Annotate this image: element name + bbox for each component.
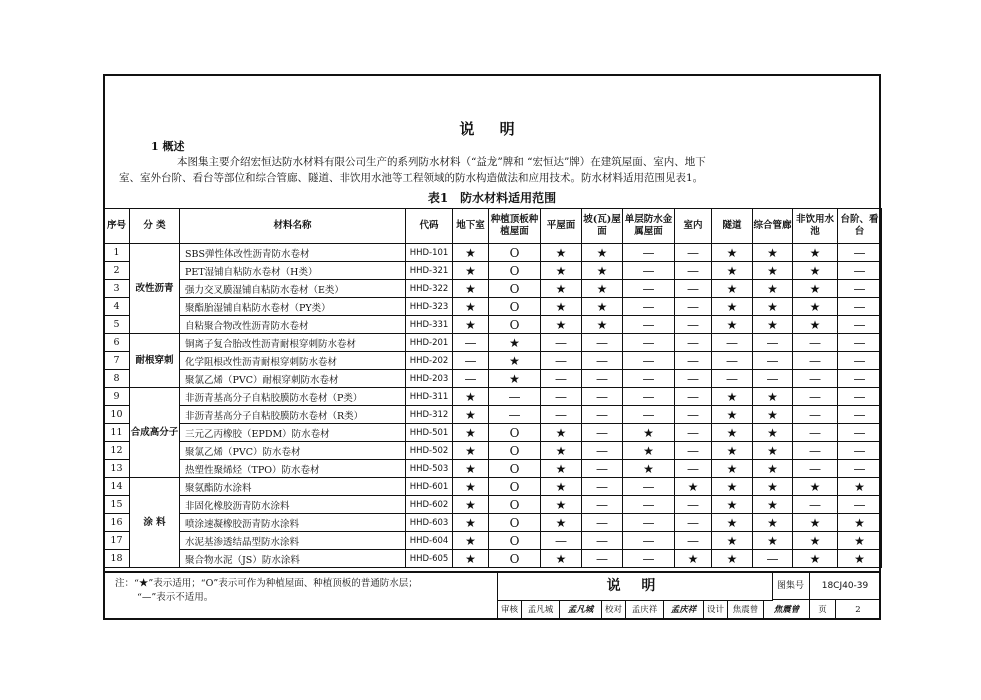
- applicability-cell: —: [623, 352, 675, 370]
- applicability-cell: ★: [541, 442, 582, 460]
- material-name-cell: 喷涂速凝橡胶沥青防水涂料: [180, 514, 406, 532]
- applicability-cell: —: [453, 352, 489, 370]
- applicability-cell: ★: [453, 478, 489, 496]
- applicability-cell: O: [489, 532, 541, 550]
- applicability-cell: —: [541, 352, 582, 370]
- applicability-cell: ★: [793, 262, 838, 280]
- applicability-cell: ★: [453, 298, 489, 316]
- signature-row: [498, 600, 880, 620]
- applicability-cell: ★: [582, 316, 623, 334]
- applicability-cell: —: [793, 460, 838, 478]
- applicability-cell: —: [753, 352, 793, 370]
- code-cell: HHD-604: [406, 532, 453, 550]
- code-cell: HHD-603: [406, 514, 453, 532]
- applicability-cell: —: [675, 388, 712, 406]
- applicability-cell: O: [489, 316, 541, 334]
- applicability-cell: —: [541, 388, 582, 406]
- applicability-cell: ★: [712, 424, 753, 442]
- applicability-cell: ★: [582, 244, 623, 262]
- applicability-cell: —: [623, 532, 675, 550]
- footer: [105, 571, 879, 620]
- applicability-cell: ★: [753, 406, 793, 424]
- material-name-cell: 聚酯胎湿铺自粘防水卷材（PY类）: [180, 298, 406, 316]
- applicability-cell: —: [582, 514, 623, 532]
- page-number: 2: [855, 605, 861, 615]
- code-cell: HHD-323: [406, 298, 453, 316]
- applicability-cell: —: [753, 334, 793, 352]
- applicability-cell: ★: [623, 424, 675, 442]
- applicability-cell: ★: [753, 262, 793, 280]
- header-cell: 室内: [675, 209, 712, 244]
- applicability-cell: ★: [453, 460, 489, 478]
- row-number-cell: 5: [104, 316, 130, 334]
- row-number-cell: 1: [104, 244, 130, 262]
- applicability-cell: ★: [712, 460, 753, 478]
- applicability-cell: ★: [753, 298, 793, 316]
- applicability-cell: ★: [453, 262, 489, 280]
- material-name-cell: 强力交叉膜湿铺自粘防水卷材（E类）: [180, 280, 406, 298]
- header-cell: 隧道: [712, 209, 753, 244]
- row-number-cell: 4: [104, 298, 130, 316]
- table-row: [104, 262, 882, 280]
- applicability-cell: ★: [541, 514, 582, 532]
- applicability-cell: —: [489, 388, 541, 406]
- row-number-cell: 13: [104, 460, 130, 478]
- table-caption: 表1 防水材料适用范围: [427, 191, 557, 205]
- applicability-cell: ★: [453, 424, 489, 442]
- material-name-cell: PET湿铺自粘防水卷材（H类）: [180, 262, 406, 280]
- applicability-cell: ★: [453, 244, 489, 262]
- applicability-cell: ★: [793, 280, 838, 298]
- category-cell: 涂 料: [130, 478, 180, 568]
- category-cell: 合成高分子: [130, 388, 180, 478]
- page-title: 说 明: [459, 120, 525, 138]
- table-row: [104, 244, 882, 262]
- applicability-cell: —: [453, 370, 489, 388]
- atlas-number: 18CJ40-39: [810, 573, 880, 600]
- materials-table: [103, 208, 882, 568]
- code-cell: HHD-201: [406, 334, 453, 352]
- applicability-cell: ★: [541, 424, 582, 442]
- header-cell: 种植顶板种植屋面: [489, 209, 541, 244]
- header-cell: 台阶、看台: [838, 209, 882, 244]
- applicability-cell: —: [582, 406, 623, 424]
- row-number-cell: 11: [104, 424, 130, 442]
- applicability-cell: —: [582, 460, 623, 478]
- applicability-cell: ★: [712, 514, 753, 532]
- applicability-cell: —: [838, 352, 882, 370]
- applicability-cell: ★: [753, 388, 793, 406]
- applicability-cell: —: [753, 370, 793, 388]
- applicability-cell: —: [675, 244, 712, 262]
- applicability-cell: —: [623, 244, 675, 262]
- applicability-cell: ★: [489, 352, 541, 370]
- applicability-cell: —: [838, 334, 882, 352]
- code-cell: HHD-312: [406, 406, 453, 424]
- table-row: [104, 352, 882, 370]
- applicability-cell: ★: [541, 280, 582, 298]
- material-name-cell: 非沥青基高分子自粘胶膜防水卷材（R类）: [180, 406, 406, 424]
- material-name-cell: 化学阻根改性沥青耐根穿刺防水卷材: [180, 352, 406, 370]
- applicability-cell: —: [675, 280, 712, 298]
- applicability-cell: —: [541, 406, 582, 424]
- applicability-cell: —: [793, 496, 838, 514]
- check-name: 孟庆祥: [626, 600, 664, 620]
- applicability-cell: —: [712, 334, 753, 352]
- table-row: [104, 388, 882, 406]
- applicability-cell: —: [838, 460, 882, 478]
- applicability-cell: ★: [753, 316, 793, 334]
- applicability-cell: —: [675, 424, 712, 442]
- applicability-cell: —: [793, 388, 838, 406]
- applicability-cell: O: [489, 262, 541, 280]
- category-cell: 耐根穿刺: [130, 334, 180, 388]
- applicability-cell: —: [623, 550, 675, 568]
- applicability-cell: —: [838, 244, 882, 262]
- design-label: 设计: [704, 600, 728, 620]
- row-number-cell: 6: [104, 334, 130, 352]
- applicability-cell: ★: [541, 478, 582, 496]
- applicability-cell: —: [489, 406, 541, 424]
- drawing-sheet: [103, 74, 881, 620]
- row-number-cell: 17: [104, 532, 130, 550]
- applicability-cell: —: [675, 514, 712, 532]
- page-label: 页: [810, 600, 836, 620]
- applicability-cell: —: [623, 496, 675, 514]
- row-number-cell: 7: [104, 352, 130, 370]
- applicability-cell: —: [793, 334, 838, 352]
- check-signature: 孟庆祥: [664, 600, 704, 620]
- applicability-cell: ★: [712, 244, 753, 262]
- applicability-cell: —: [793, 424, 838, 442]
- code-cell: HHD-202: [406, 352, 453, 370]
- table-row: [104, 496, 882, 514]
- title-block-title: 说 明: [498, 573, 773, 601]
- applicability-cell: —: [623, 334, 675, 352]
- applicability-cell: —: [541, 370, 582, 388]
- applicability-cell: O: [489, 496, 541, 514]
- applicability-cell: —: [675, 496, 712, 514]
- row-number-cell: 2: [104, 262, 130, 280]
- applicability-cell: —: [838, 316, 882, 334]
- material-name-cell: 聚氨酯防水涂料: [180, 478, 406, 496]
- applicability-cell: ★: [453, 442, 489, 460]
- applicability-cell: ★: [712, 496, 753, 514]
- applicability-cell: ★: [753, 514, 793, 532]
- applicability-cell: O: [489, 298, 541, 316]
- header-cell: 序号: [104, 209, 130, 244]
- applicability-cell: ★: [753, 532, 793, 550]
- applicability-cell: —: [838, 298, 882, 316]
- intro-paragraph: [119, 154, 865, 186]
- applicability-cell: ★: [712, 406, 753, 424]
- row-number-cell: 12: [104, 442, 130, 460]
- applicability-cell: —: [582, 532, 623, 550]
- applicability-cell: —: [838, 442, 882, 460]
- code-cell: HHD-602: [406, 496, 453, 514]
- applicability-cell: ★: [793, 514, 838, 532]
- applicability-cell: ★: [753, 424, 793, 442]
- applicability-cell: ★: [453, 532, 489, 550]
- applicability-cell: ★: [453, 280, 489, 298]
- applicability-cell: ★: [489, 370, 541, 388]
- applicability-cell: ★: [793, 298, 838, 316]
- table-row: [104, 334, 882, 352]
- category-cell: 改性沥青: [130, 244, 180, 334]
- table-row: [104, 280, 882, 298]
- applicability-cell: ★: [541, 298, 582, 316]
- applicability-cell: —: [623, 298, 675, 316]
- applicability-cell: ★: [541, 316, 582, 334]
- applicability-cell: ★: [793, 244, 838, 262]
- code-cell: HHD-605: [406, 550, 453, 568]
- table-header-row: [104, 209, 882, 244]
- table-row: [104, 298, 882, 316]
- title-block: [497, 573, 880, 620]
- row-number-cell: 16: [104, 514, 130, 532]
- applicability-cell: ★: [453, 550, 489, 568]
- applicability-cell: —: [623, 280, 675, 298]
- header-cell: 综合管廊: [753, 209, 793, 244]
- code-cell: HHD-101: [406, 244, 453, 262]
- table-row: [104, 370, 882, 388]
- applicability-cell: —: [582, 334, 623, 352]
- design-signature: 焦震曾: [764, 600, 810, 620]
- review-signature: 孟凡城: [560, 600, 602, 620]
- applicability-cell: ★: [753, 442, 793, 460]
- code-cell: HHD-321: [406, 262, 453, 280]
- applicability-cell: ★: [582, 280, 623, 298]
- applicability-cell: ★: [582, 262, 623, 280]
- applicability-cell: —: [582, 370, 623, 388]
- applicability-cell: —: [582, 478, 623, 496]
- applicability-cell: ★: [541, 244, 582, 262]
- applicability-cell: ★: [453, 388, 489, 406]
- applicability-cell: —: [712, 352, 753, 370]
- applicability-cell: —: [838, 406, 882, 424]
- applicability-cell: ★: [712, 442, 753, 460]
- applicability-cell: —: [838, 388, 882, 406]
- code-cell: HHD-601: [406, 478, 453, 496]
- applicability-cell: —: [838, 496, 882, 514]
- applicability-cell: ★: [623, 442, 675, 460]
- applicability-cell: ★: [838, 478, 882, 496]
- applicability-cell: O: [489, 280, 541, 298]
- table-row: [104, 460, 882, 478]
- material-name-cell: 聚氯乙烯（PVC）耐根穿刺防水卷材: [180, 370, 406, 388]
- section-heading: 1 概述: [151, 140, 185, 153]
- applicability-cell: O: [489, 478, 541, 496]
- applicability-cell: ★: [793, 316, 838, 334]
- table-row: [104, 514, 882, 532]
- code-cell: HHD-502: [406, 442, 453, 460]
- atlas-label: 图集号: [772, 573, 810, 600]
- applicability-cell: —: [753, 550, 793, 568]
- material-name-cell: 铜离子复合胎改性沥青耐根穿刺防水卷材: [180, 334, 406, 352]
- design-name: 焦震曾: [728, 600, 764, 620]
- applicability-cell: ★: [453, 406, 489, 424]
- applicability-cell: ★: [753, 478, 793, 496]
- material-name-cell: 非沥青基高分子自粘胶膜防水卷材（P类）: [180, 388, 406, 406]
- applicability-cell: —: [675, 262, 712, 280]
- row-number-cell: 3: [104, 280, 130, 298]
- applicability-cell: —: [712, 370, 753, 388]
- legend-note: [115, 577, 418, 605]
- applicability-cell: —: [838, 370, 882, 388]
- row-number-cell: 14: [104, 478, 130, 496]
- material-name-cell: 聚合物水泥（JS）防水涂料: [180, 550, 406, 568]
- applicability-cell: ★: [838, 532, 882, 550]
- table-row: [104, 550, 882, 568]
- applicability-cell: —: [541, 334, 582, 352]
- applicability-cell: O: [489, 514, 541, 532]
- applicability-cell: —: [541, 532, 582, 550]
- table-row: [104, 424, 882, 442]
- applicability-cell: ★: [712, 478, 753, 496]
- applicability-cell: ★: [838, 550, 882, 568]
- applicability-cell: O: [489, 442, 541, 460]
- applicability-cell: —: [675, 460, 712, 478]
- applicability-cell: ★: [793, 550, 838, 568]
- applicability-cell: ★: [753, 496, 793, 514]
- material-name-cell: SBS弹性体改性沥青防水卷材: [180, 244, 406, 262]
- applicability-cell: —: [838, 280, 882, 298]
- applicability-cell: —: [675, 532, 712, 550]
- applicability-cell: ★: [793, 478, 838, 496]
- table-row: [104, 478, 882, 496]
- code-cell: HHD-322: [406, 280, 453, 298]
- applicability-cell: —: [582, 442, 623, 460]
- row-number-cell: 18: [104, 550, 130, 568]
- applicability-cell: —: [582, 388, 623, 406]
- applicability-cell: ★: [712, 280, 753, 298]
- check-label: 校对: [602, 600, 626, 620]
- applicability-cell: —: [582, 352, 623, 370]
- review-name: 孟凡城: [522, 600, 560, 620]
- code-cell: HHD-501: [406, 424, 453, 442]
- applicability-cell: O: [489, 460, 541, 478]
- note-line-1: 注：“★”表示适用；“O”表示可作为种植屋面、种植顶板的普通防水层；: [115, 578, 418, 589]
- header-cell: 分 类: [130, 209, 180, 244]
- applicability-cell: —: [623, 388, 675, 406]
- applicability-cell: ★: [453, 514, 489, 532]
- row-number-cell: 15: [104, 496, 130, 514]
- material-name-cell: 热塑性聚烯烃（TPO）防水卷材: [180, 460, 406, 478]
- applicability-cell: ★: [753, 460, 793, 478]
- applicability-cell: —: [675, 316, 712, 334]
- applicability-cell: ★: [489, 334, 541, 352]
- applicability-cell: ★: [712, 298, 753, 316]
- code-cell: HHD-331: [406, 316, 453, 334]
- applicability-cell: O: [489, 244, 541, 262]
- header-cell: 单层防水金属屋面: [623, 209, 675, 244]
- applicability-cell: ★: [712, 262, 753, 280]
- applicability-cell: ★: [541, 262, 582, 280]
- header-cell: 地下室: [453, 209, 489, 244]
- applicability-cell: —: [623, 262, 675, 280]
- applicability-cell: —: [623, 316, 675, 334]
- applicability-cell: ★: [453, 316, 489, 334]
- applicability-cell: —: [793, 442, 838, 460]
- header-cell: 代码: [406, 209, 453, 244]
- material-name-cell: 三元乙丙橡胶（EPDM）防水卷材: [180, 424, 406, 442]
- row-number-cell: 9: [104, 388, 130, 406]
- row-number-cell: 10: [104, 406, 130, 424]
- applicability-cell: ★: [675, 550, 712, 568]
- applicability-cell: —: [582, 550, 623, 568]
- applicability-cell: ★: [623, 460, 675, 478]
- code-cell: HHD-311: [406, 388, 453, 406]
- applicability-cell: —: [675, 334, 712, 352]
- note-line-2: “—”表示不适用。: [137, 592, 214, 603]
- applicability-cell: ★: [712, 316, 753, 334]
- table-row: [104, 316, 882, 334]
- code-cell: HHD-503: [406, 460, 453, 478]
- applicability-cell: ★: [712, 550, 753, 568]
- applicability-cell: ★: [712, 532, 753, 550]
- applicability-cell: —: [582, 496, 623, 514]
- table-row: [104, 532, 882, 550]
- applicability-cell: —: [623, 406, 675, 424]
- applicability-cell: —: [623, 478, 675, 496]
- applicability-cell: ★: [838, 514, 882, 532]
- applicability-cell: —: [675, 406, 712, 424]
- applicability-cell: —: [793, 352, 838, 370]
- applicability-cell: —: [582, 424, 623, 442]
- applicability-cell: —: [675, 352, 712, 370]
- applicability-cell: —: [838, 424, 882, 442]
- applicability-cell: O: [489, 550, 541, 568]
- table-row: [104, 406, 882, 424]
- header-cell: 平屋面: [541, 209, 582, 244]
- header-cell: 材料名称: [180, 209, 406, 244]
- material-name-cell: 自粘聚合物改性沥青防水卷材: [180, 316, 406, 334]
- intro-line-2: 室、室外台阶、看台等部位和综合管廊、隧道、非饮用水池等工程领域的防水构造做法和应用技术。防水材料适用范围见表1。: [119, 172, 704, 184]
- code-cell: HHD-203: [406, 370, 453, 388]
- applicability-cell: —: [675, 298, 712, 316]
- applicability-cell: ★: [582, 298, 623, 316]
- applicability-cell: ★: [541, 550, 582, 568]
- applicability-cell: O: [489, 424, 541, 442]
- applicability-cell: —: [453, 334, 489, 352]
- table-row: [104, 442, 882, 460]
- row-number-cell: 8: [104, 370, 130, 388]
- applicability-cell: ★: [541, 460, 582, 478]
- review-label: 审核: [498, 600, 522, 620]
- header-cell: 非饮用水池: [793, 209, 838, 244]
- material-name-cell: 聚氯乙烯（PVC）防水卷材: [180, 442, 406, 460]
- header-cell: 坡(瓦)屋面: [582, 209, 623, 244]
- applicability-cell: ★: [793, 532, 838, 550]
- applicability-cell: —: [793, 406, 838, 424]
- applicability-cell: ★: [541, 496, 582, 514]
- applicability-cell: —: [675, 370, 712, 388]
- applicability-cell: ★: [753, 280, 793, 298]
- intro-line-1: 本图集主要介绍宏恒达防水材料有限公司生产的系列防水材料（“益龙”牌和 “宏恒达”牌）在建筑屋面、室内、地下: [177, 156, 706, 168]
- applicability-cell: ★: [712, 388, 753, 406]
- applicability-cell: —: [675, 442, 712, 460]
- applicability-cell: ★: [675, 478, 712, 496]
- material-name-cell: 水泥基渗透结晶型防水涂料: [180, 532, 406, 550]
- applicability-cell: —: [623, 370, 675, 388]
- applicability-cell: ★: [453, 496, 489, 514]
- applicability-cell: —: [623, 514, 675, 532]
- applicability-cell: ★: [753, 244, 793, 262]
- applicability-cell: —: [793, 370, 838, 388]
- applicability-cell: —: [838, 262, 882, 280]
- material-name-cell: 非固化橡胶沥青防水涂料: [180, 496, 406, 514]
